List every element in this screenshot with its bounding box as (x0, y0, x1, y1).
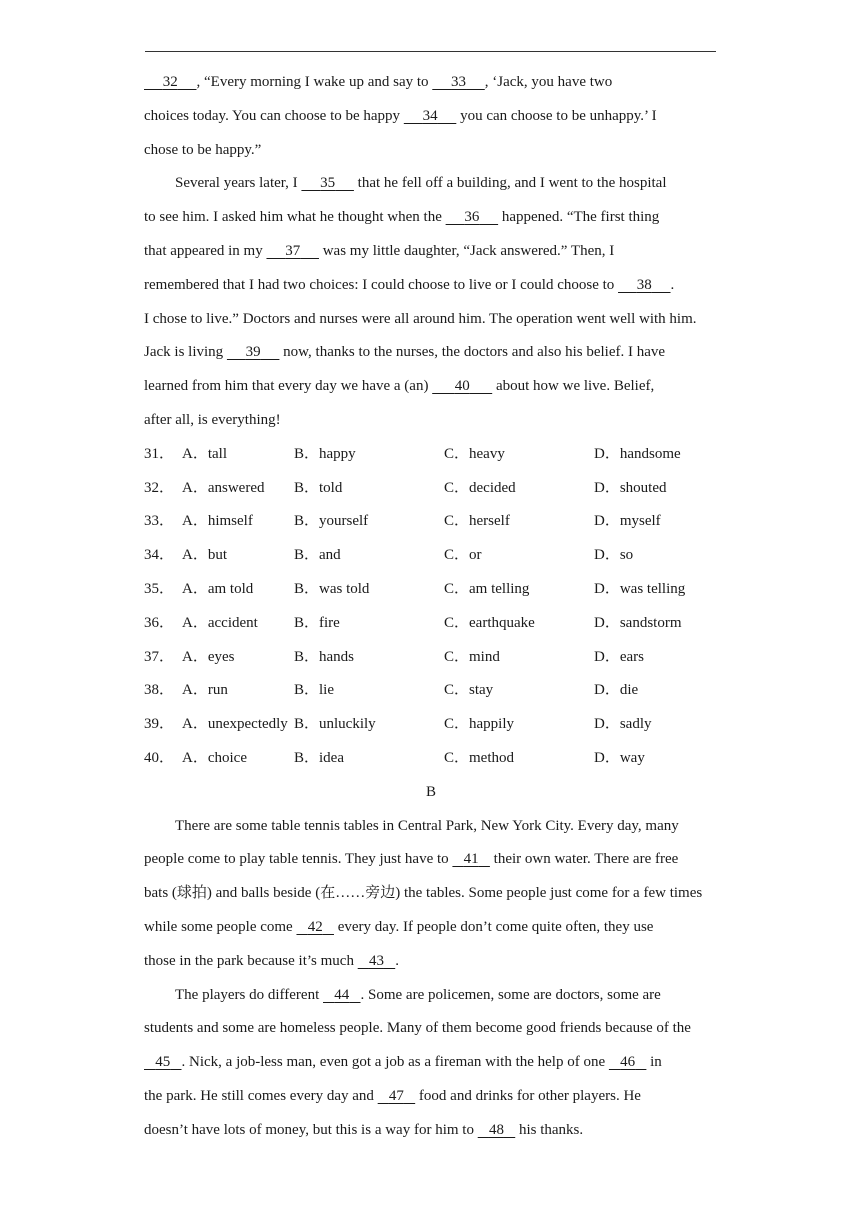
option-c[interactable]: C．decided (444, 479, 516, 496)
passage-line: Jack is living 39 now, thanks to the nurses, the doctors and also his belief. I have (144, 344, 666, 361)
option-d[interactable]: D．ears (594, 648, 644, 665)
document-body (144, 66, 718, 1148)
passage-line: remembered that I had two choices: I could choose to live or I could choose to 38 . (144, 276, 675, 293)
question-row (144, 539, 718, 573)
option-b[interactable]: B．was told (294, 580, 370, 597)
option-a[interactable]: A．am told (182, 580, 254, 597)
passage-line: students and some are homeless people. Many of them become good friends because of the (144, 1020, 691, 1037)
question-row (144, 607, 718, 641)
blank-37: 37 (285, 242, 301, 259)
blank-39: 39 (245, 344, 261, 361)
option-c[interactable]: C．mind (444, 648, 500, 665)
blank-46: 46 (620, 1054, 636, 1071)
passage-line: those in the park because it’s much 43 . (144, 952, 399, 969)
passage-line: There are some table tennis tables in Central Park, New York City. Every day, many (175, 817, 679, 834)
question-number: 35． (144, 580, 175, 597)
question-row (144, 641, 718, 675)
option-d[interactable]: D．shouted (594, 479, 667, 496)
option-a[interactable]: A．accident (182, 614, 258, 631)
option-b[interactable]: B．yourself (294, 513, 369, 530)
option-a[interactable]: A．choice (182, 749, 247, 766)
question-list (144, 438, 718, 776)
blank-32: 32 (162, 74, 178, 90)
question-number: 36． (144, 614, 175, 631)
passage-line: bats (球拍) and balls beside (在……旁边) the tables. Some people just come for a few times (144, 885, 703, 902)
question-number: 31． (144, 445, 175, 462)
passage-line: people come to play table tennis. They just have to 41 their own water. There are free (144, 851, 679, 868)
question-number: 40． (144, 749, 175, 766)
option-b[interactable]: B．unluckily (294, 716, 376, 733)
option-c[interactable]: C．or (444, 547, 482, 564)
blank-34: 34 (422, 107, 438, 124)
option-b[interactable]: B．and (294, 547, 341, 564)
option-a[interactable]: A．but (182, 547, 228, 564)
option-a[interactable]: A．tall (182, 445, 228, 462)
blank-48: 48 (488, 1121, 504, 1138)
passage-line: choices today. You can choose to be happy 34 you can choose to be unhappy.’ I (144, 107, 657, 124)
option-c[interactable]: C．method (444, 749, 515, 766)
passage-line: learned from him that every day we have a (an) 40 about how we live. Belief, (144, 378, 655, 395)
option-d[interactable]: D．way (594, 749, 645, 766)
passage-line: to see him. I asked him what he thought when the 36 happened. “The first thing (144, 209, 660, 226)
option-c[interactable]: C．happily (444, 716, 515, 733)
option-d[interactable]: D．myself (594, 513, 661, 530)
passage-line: while some people come 42 every day. If people don’t come quite often, they use (144, 918, 654, 935)
blank-41: 41 (463, 851, 479, 868)
option-a[interactable]: A．himself (182, 513, 253, 530)
passage-line: that appeared in my 37 was my little daughter, “Jack answered.” Then, I (144, 242, 615, 259)
option-a[interactable]: A．run (182, 682, 228, 699)
blank-45: 45 (155, 1054, 171, 1071)
passage-line: 45 . Nick, a job-less man, even got a job as a fireman with the help of one 46 in (144, 1046, 718, 1080)
question-row (144, 505, 718, 539)
blank-38: 38 (636, 276, 652, 293)
passage-line: after all, is everything! (144, 411, 281, 428)
option-a[interactable]: A．unexpectedly (182, 716, 288, 733)
option-c[interactable]: C．stay (444, 682, 494, 699)
question-row (144, 472, 718, 506)
blank-47: 47 (388, 1087, 404, 1104)
option-a[interactable]: A．eyes (182, 648, 235, 665)
option-a[interactable]: A．answered (182, 479, 265, 496)
passage-line: The players do different 44 . Some are policemen, some are doctors, some are (175, 986, 661, 1003)
question-number: 37． (144, 648, 175, 665)
passage-line: doesn’t have lots of money, but this is a way for him to 48 his thanks. (144, 1121, 584, 1138)
option-d[interactable]: D．handsome (594, 445, 681, 462)
passage-line: the park. He still comes every day and 47 food and drinks for other players. He (144, 1087, 641, 1104)
option-b[interactable]: B．lie (294, 682, 335, 699)
option-b[interactable]: B．happy (294, 445, 356, 462)
blank-36: 36 (464, 209, 480, 226)
question-number: 33． (144, 513, 175, 530)
option-b[interactable]: B．idea (294, 749, 344, 766)
question-row (144, 674, 718, 708)
passage-line: I chose to live.” Doctors and nurses were all around him. The operation went well with him. (144, 310, 697, 327)
question-number: 38． (144, 682, 175, 699)
question-row (144, 708, 718, 742)
option-c[interactable]: C．herself (444, 513, 510, 530)
option-b[interactable]: B．hands (294, 648, 355, 665)
option-d[interactable]: D．was telling (594, 580, 686, 597)
blank-42: 42 (307, 918, 323, 935)
option-c[interactable]: C．earthquake (444, 614, 535, 631)
question-number: 39． (144, 716, 175, 733)
option-c[interactable]: C．am telling (444, 580, 530, 597)
option-c[interactable]: C．heavy (444, 445, 505, 462)
option-d[interactable]: D．sadly (594, 716, 652, 733)
header-rule (145, 51, 716, 52)
blank-33: 33 (451, 74, 467, 90)
passage-line: Several years later, I 35 that he fell off a building, and I went to the hospital (175, 175, 667, 192)
question-row (144, 438, 718, 472)
option-d[interactable]: D．so (594, 547, 634, 564)
blank-43: 43 (368, 952, 384, 969)
question-row (144, 573, 718, 607)
option-d[interactable]: D．die (594, 682, 639, 699)
option-d[interactable]: D．sandstorm (594, 614, 682, 631)
blank-44: 44 (334, 986, 350, 1003)
section-heading: B (425, 783, 436, 800)
blank-35: 35 (320, 175, 336, 192)
question-number: 32． (144, 479, 175, 496)
question-number: 34． (144, 547, 175, 564)
option-b[interactable]: B．fire (294, 614, 340, 631)
blank-40: 40 (454, 378, 470, 395)
question-row (144, 742, 718, 776)
passage-line: chose to be happy.” (144, 141, 262, 158)
option-b[interactable]: B．told (294, 479, 343, 496)
passage-line: 32 , “Every morning I wake up and say to 33 , ‘Jack, you have two (144, 66, 718, 100)
